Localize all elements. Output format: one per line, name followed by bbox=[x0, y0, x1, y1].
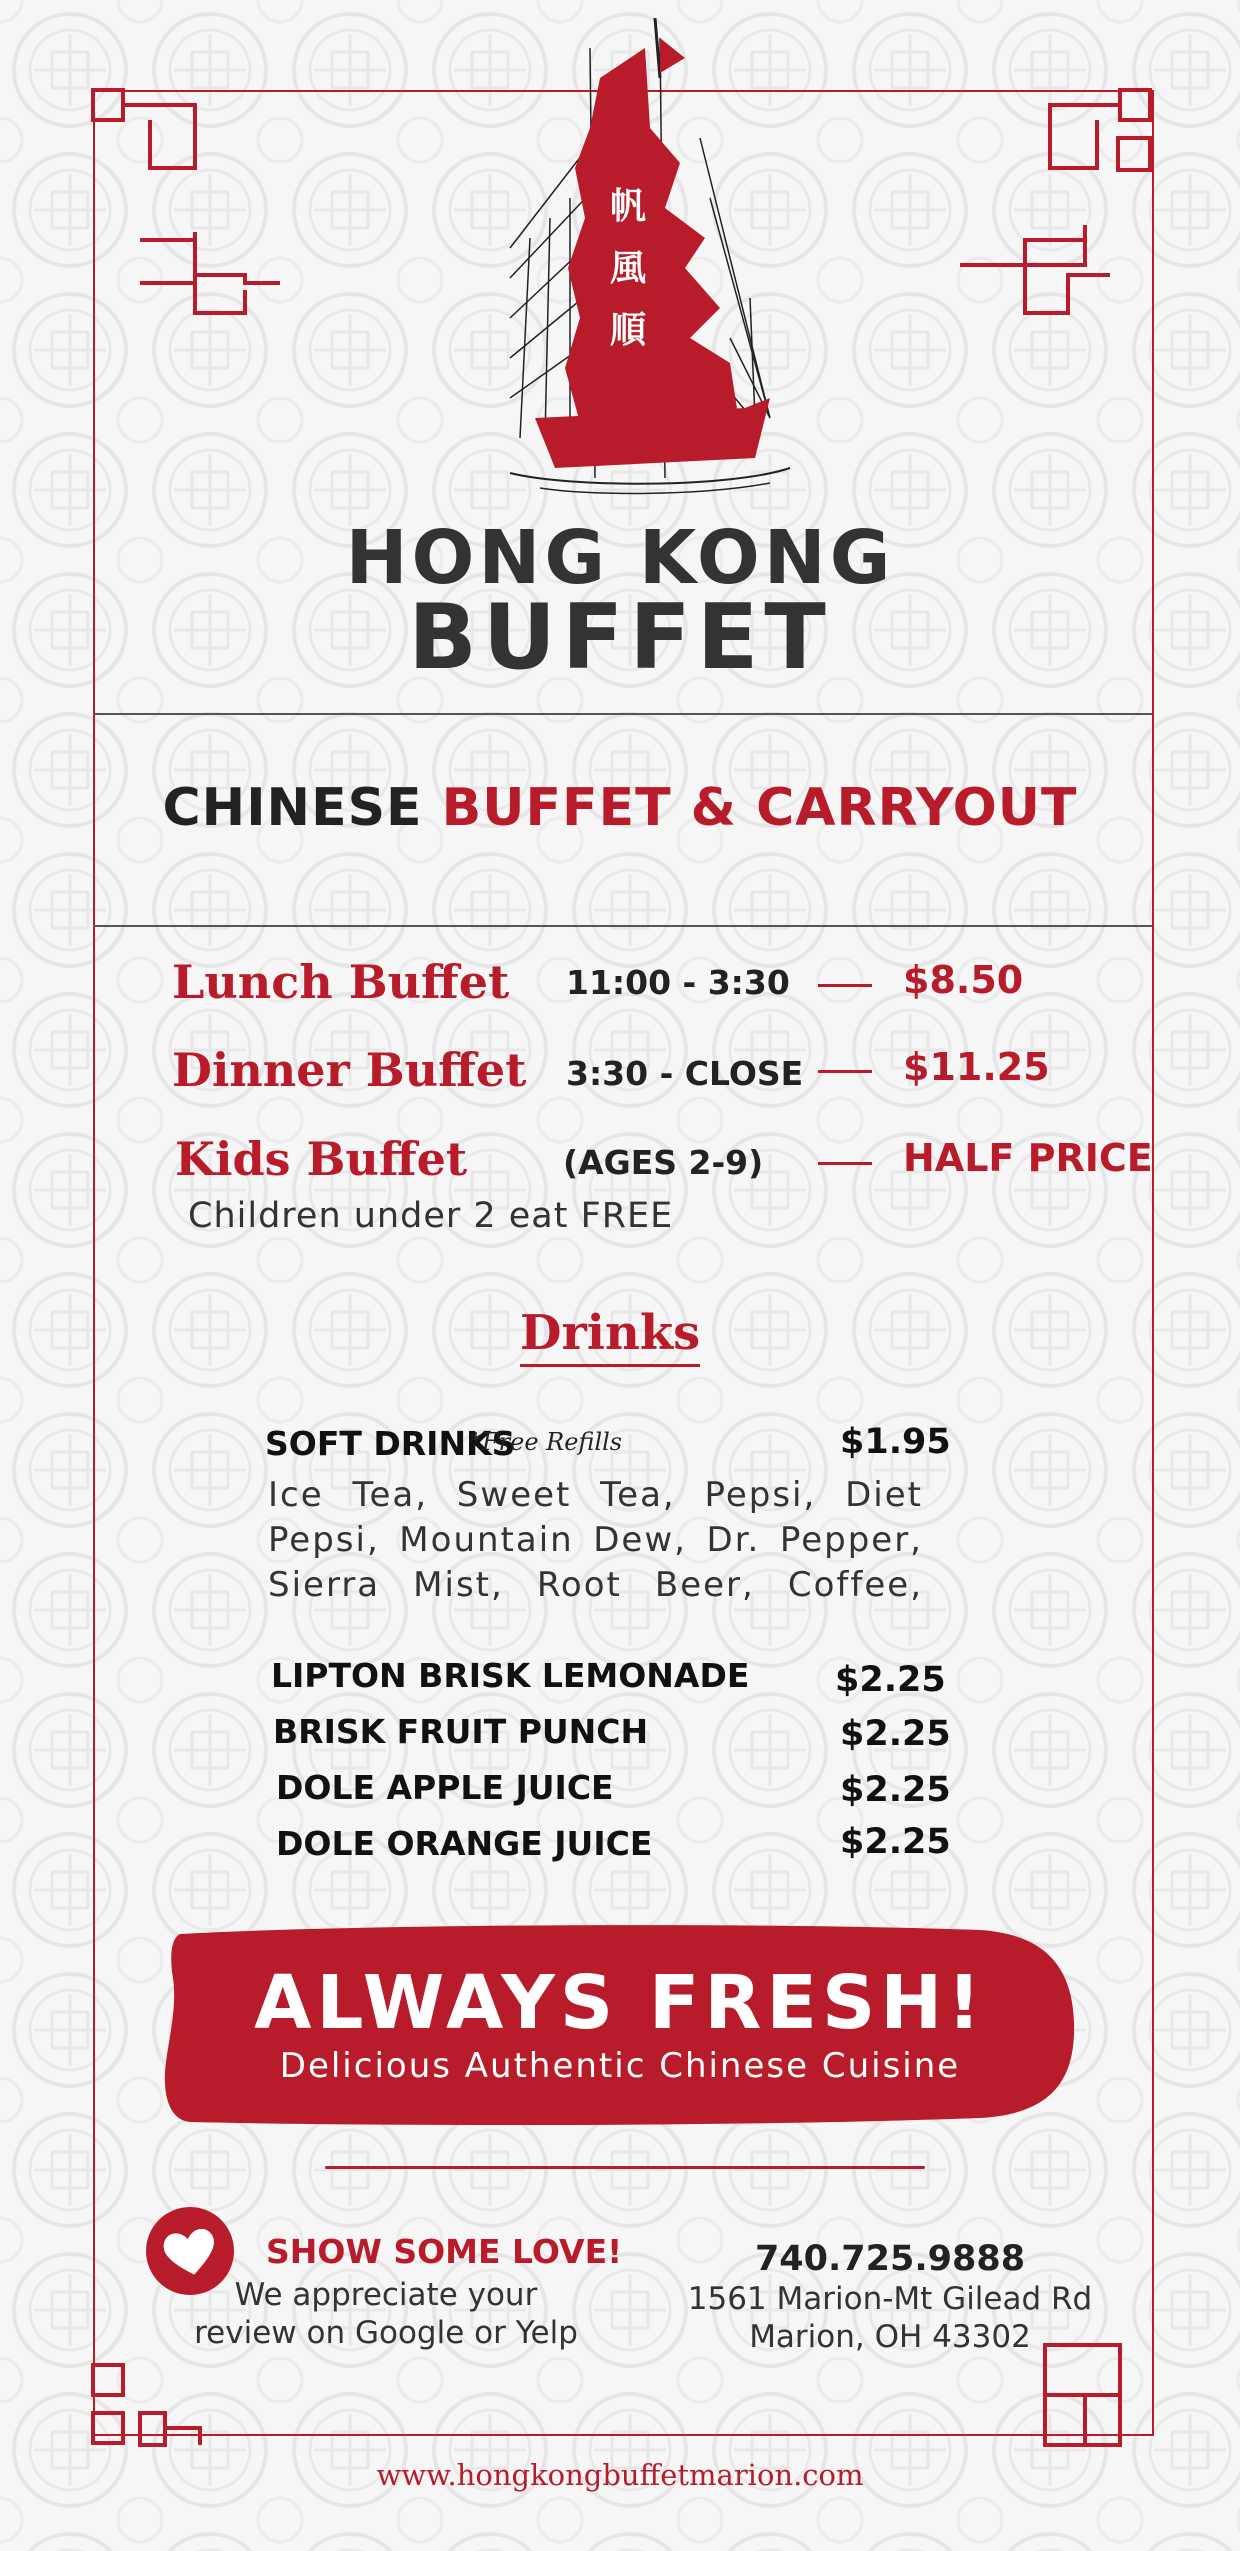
review-line-1: We appreciate your bbox=[234, 2277, 538, 2313]
soft-drinks-line-2: Pepsi, Mountain Dew, Dr. Pepper, bbox=[268, 1520, 923, 1560]
ship-char-3: 順 bbox=[610, 310, 647, 351]
soft-drinks-line-3: Sierra Mist, Root Beer, Coffee, bbox=[268, 1565, 923, 1605]
junk-ship-logo bbox=[470, 18, 815, 496]
soft-drinks-price: $1.95 bbox=[840, 1422, 951, 1462]
dash-separator bbox=[818, 984, 872, 987]
website-link[interactable]: www.hongkongbuffetmarion.com bbox=[376, 2458, 864, 2492]
buffet-price-lunch: $8.50 bbox=[903, 958, 1024, 1002]
footer-divider bbox=[325, 2166, 925, 2169]
drink-item-name: LIPTON BRISK LEMONADE bbox=[271, 1656, 750, 1695]
review-line-2: review on Google or Yelp bbox=[194, 2315, 578, 2351]
drinks-heading-underline bbox=[520, 1364, 700, 1367]
section-divider bbox=[93, 713, 1152, 715]
brand-name-line1: HONG KONG bbox=[345, 515, 895, 601]
tagline-part2: BUFFET & CARRYOUT bbox=[441, 778, 1078, 838]
drink-item-name: DOLE APPLE JUICE bbox=[276, 1768, 614, 1807]
phone-number[interactable]: 740.725.9888 bbox=[754, 2239, 1026, 2279]
drink-item-price: $2.25 bbox=[840, 1770, 951, 1810]
drink-item-name: BRISK FRUIT PUNCH bbox=[273, 1712, 649, 1751]
soft-drinks-line-1: Ice Tea, Sweet Tea, Pepsi, Diet bbox=[268, 1475, 923, 1515]
tagline bbox=[0, 778, 1240, 838]
tagline-part1: CHINESE bbox=[162, 778, 423, 838]
section-divider bbox=[93, 925, 1152, 927]
promo-title: ALWAYS FRESH! bbox=[254, 1960, 986, 2046]
buffet-time-dinner: 3:30 - CLOSE bbox=[566, 1054, 804, 1093]
buffet-time-lunch: 11:00 - 3:30 bbox=[566, 963, 790, 1002]
drink-item-price: $2.25 bbox=[835, 1660, 946, 1700]
review-heading: SHOW SOME LOVE! bbox=[266, 2232, 623, 2271]
address bbox=[640, 2280, 1140, 2356]
review-text bbox=[186, 2276, 586, 2352]
drink-item-price: $2.25 bbox=[840, 1714, 951, 1754]
drink-item-name: DOLE ORANGE JUICE bbox=[276, 1824, 653, 1863]
buffet-name-lunch: Lunch Buffet bbox=[172, 955, 510, 1009]
drink-item-price: $2.25 bbox=[840, 1822, 951, 1862]
buffet-time-kids: (AGES 2-9) bbox=[563, 1143, 764, 1182]
address-line-1: 1561 Marion-Mt Gilead Rd bbox=[687, 2281, 1093, 2317]
ship-char-1: 帆 bbox=[610, 186, 647, 227]
drinks-heading: Drinks bbox=[519, 1305, 701, 1361]
buffet-price-kids: HALF PRICE bbox=[903, 1136, 1153, 1180]
dash-separator bbox=[818, 1162, 872, 1165]
buffet-name-kids: Kids Buffet bbox=[175, 1132, 468, 1186]
kids-free-note: Children under 2 eat FREE bbox=[188, 1196, 674, 1236]
soft-drinks-name: SOFT DRINKS bbox=[265, 1424, 516, 1463]
buffet-name-dinner: Dinner Buffet bbox=[172, 1043, 527, 1097]
ship-char-2: 風 bbox=[610, 248, 647, 289]
promo-subtitle: Delicious Authentic Chinese Cuisine bbox=[279, 2046, 961, 2086]
brand-name-line2: BUFFET bbox=[408, 585, 832, 690]
free-refills-note: *Free Refills bbox=[470, 1428, 623, 1456]
dash-separator bbox=[818, 1070, 872, 1073]
address-line-2: Marion, OH 43302 bbox=[749, 2319, 1031, 2355]
buffet-price-dinner: $11.25 bbox=[903, 1045, 1050, 1089]
